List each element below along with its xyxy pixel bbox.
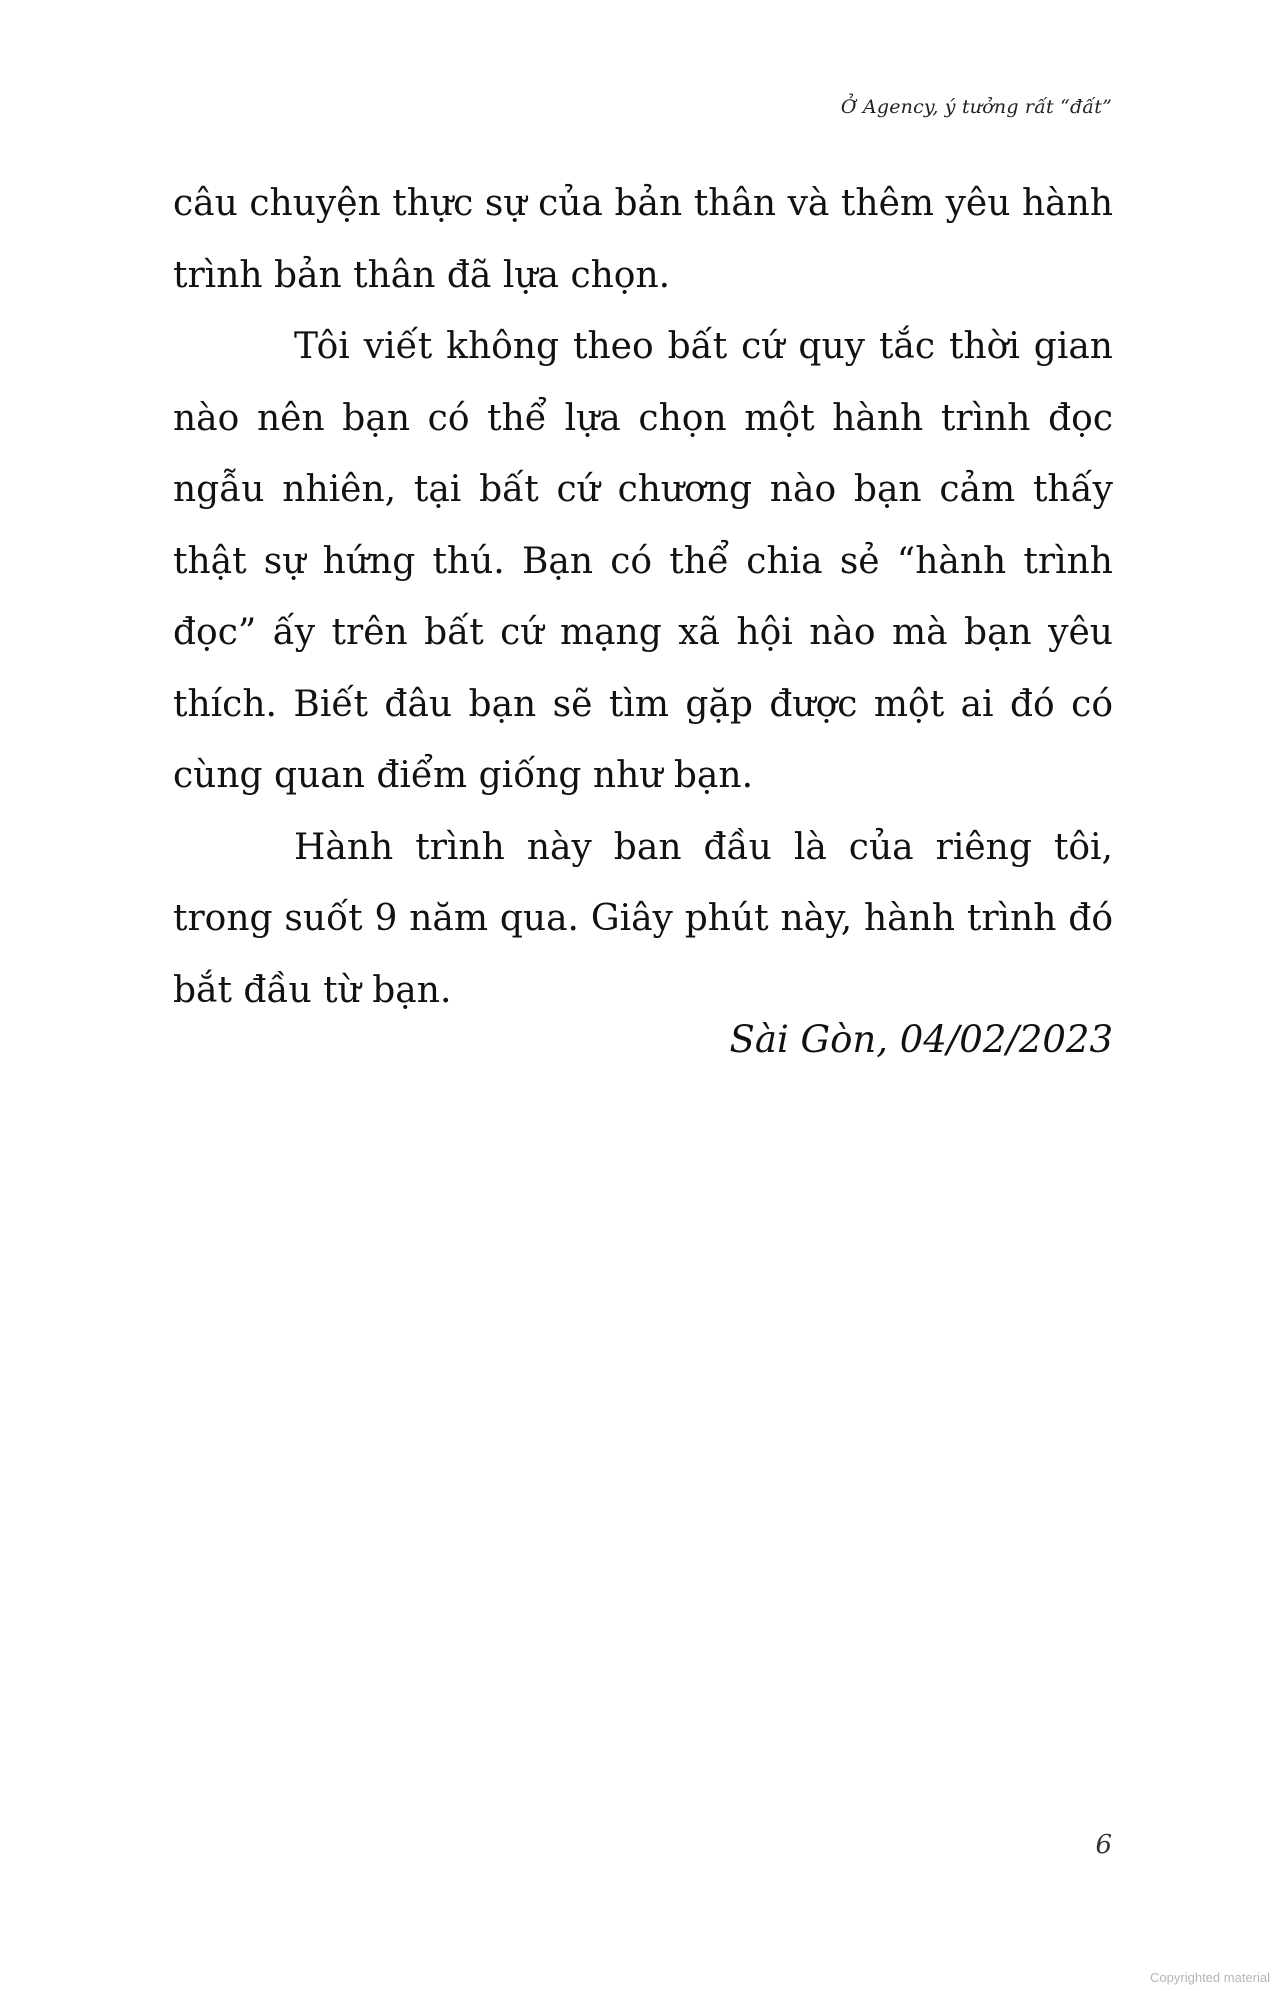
paragraph-reading-journey: Tôi viết không theo bất cứ quy tắc thời gian nào nên bạn có thể lựa chọn một hành trình đọc ngẫu nhiên, tại bất cứ chương nào bạn cảm thấy thật sự hứng thú. Bạn có thể chia sẻ “hành trình đọc” ấy trên bất cứ mạng xã hội nào mà bạn yêu thích. Biết đâu bạn sẽ tìm gặp được một ai đó có cùng quan điểm giống như bạn.: [173, 326, 1113, 796]
running-header: Ở Agency, ý tưởng rất “đất”: [840, 96, 1112, 118]
body-text: [173, 168, 1113, 1026]
copyright-watermark: Copyrighted material: [1150, 1970, 1270, 1985]
paragraph-continuation: câu chuyện thực sự của bản thân và thêm yêu hành trình bản thân đã lựa chọn.: [173, 183, 1113, 296]
paragraph-closing: Hành trình này ban đầu là của riêng tôi, trong suốt 9 năm qua. Giây phút này, hành trình đó bắt đầu từ bạn.: [173, 826, 1113, 1011]
page-number: 6: [1095, 1830, 1112, 1860]
signature-place-date: Sài Gòn, 04/02/2023: [729, 1018, 1113, 1061]
